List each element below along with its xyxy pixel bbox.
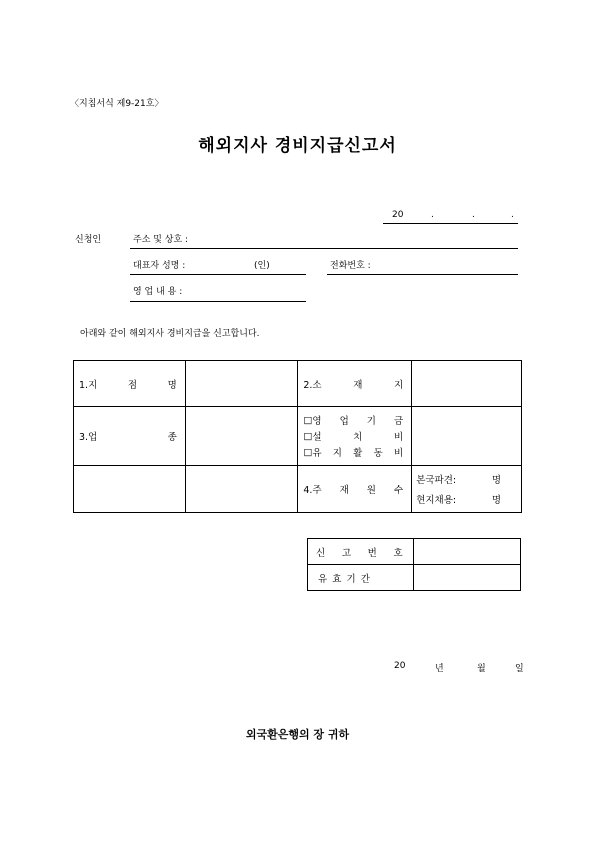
rep-name-field[interactable] — [130, 274, 306, 275]
staff-count-label — [298, 466, 412, 513]
validity-char-3: 기 — [346, 573, 356, 585]
address-label: 주소 및 상호 : — [133, 235, 189, 245]
check-setup-char-3: 비 — [394, 432, 404, 443]
check-maint-char-3: 활 — [353, 448, 363, 459]
validity-char-1: 유 — [318, 573, 328, 585]
date-bottom-day-unit: 일 — [515, 664, 524, 674]
staff-char-2: 재 — [339, 485, 349, 496]
report-num-char-1: 신 — [316, 547, 326, 559]
check-maint-char-5: 비 — [393, 448, 404, 459]
staff-char-1: 4.주 — [303, 485, 322, 496]
branch-char-2: 점 — [127, 379, 137, 391]
seal-mark: (인) — [254, 261, 270, 271]
expense-type-checks — [298, 407, 412, 466]
check-maintenance-cost[interactable] — [303, 445, 403, 459]
validity-field[interactable] — [413, 565, 520, 591]
date-bottom-year-unit: 년 — [435, 664, 444, 674]
check-setup-char-1: 설 — [312, 432, 322, 443]
rep-name-label: 대표자 성명 : — [133, 261, 186, 271]
form-code: 〈지침서식 제9-21호〉 — [70, 99, 164, 109]
date-top-dot2: . — [472, 210, 475, 220]
local-label: 현지채용: — [416, 495, 457, 506]
empty-cell-left-2 — [185, 466, 298, 513]
location-label — [298, 361, 412, 407]
declaration-text: 아래와 같이 해외지사 경비지급을 신고합니다. — [80, 329, 260, 339]
branch-name-label — [74, 361, 186, 407]
staff-char-4: 수 — [393, 485, 404, 496]
location-char-1: 2.소 — [303, 379, 322, 391]
check-maint-char-2: 지 — [332, 448, 342, 459]
dispatch-label: 본국파견: — [416, 475, 457, 486]
staff-char-3: 원 — [366, 485, 376, 496]
check-maint-char-4: 동 — [373, 448, 383, 459]
main-table — [73, 360, 522, 513]
expense-type-field[interactable] — [412, 407, 522, 466]
validity-char-4: 간 — [360, 573, 370, 585]
branch-name-field[interactable] — [185, 361, 298, 407]
applicant-label: 신청인 — [75, 235, 102, 245]
date-top-underline — [383, 223, 518, 224]
check-op-char-3: 기 — [366, 416, 376, 427]
phone-label: 전화번호 : — [330, 261, 371, 271]
check-maint-char-1: 유 — [312, 448, 322, 459]
date-top-year[interactable]: 20 — [392, 210, 404, 220]
dispatch-row[interactable] — [416, 472, 501, 486]
check-setup-cost[interactable] — [303, 429, 403, 443]
phone-field[interactable] — [327, 274, 518, 275]
check-op-char-4: 금 — [394, 416, 404, 427]
addressee: 외국환은행의 장 귀하 — [245, 728, 350, 741]
validity-label — [308, 565, 414, 591]
report-num-char-3: 번 — [367, 547, 377, 559]
validity-char-2: 효 — [332, 573, 342, 585]
location-char-3: 지 — [394, 379, 404, 391]
date-bottom-year[interactable]: 20 — [394, 661, 406, 671]
staff-count-field[interactable] — [412, 466, 522, 513]
check-op-char-1: 영 — [312, 416, 322, 427]
industry-char-2: 종 — [167, 432, 177, 443]
empty-cell-left — [74, 466, 186, 513]
local-unit: 명 — [491, 495, 501, 506]
branch-char-3: 명 — [167, 379, 177, 391]
industry-label — [74, 407, 186, 466]
business-field[interactable] — [130, 301, 306, 302]
checkbox-setup-cost[interactable]: □ — [303, 430, 313, 442]
branch-char-1: 1.지 — [79, 379, 98, 391]
page-title: 해외지사 경비지급신고서 — [198, 136, 397, 156]
report-table — [307, 538, 521, 591]
location-field[interactable] — [412, 361, 522, 407]
address-field[interactable] — [130, 248, 518, 249]
checkbox-maintenance-cost[interactable]: □ — [303, 446, 313, 458]
report-num-char-2: 고 — [341, 547, 352, 559]
date-top-dot3: . — [511, 210, 514, 220]
dispatch-unit: 명 — [491, 475, 501, 486]
location-char-2: 재 — [353, 379, 363, 391]
industry-char-1: 3.업 — [79, 432, 98, 443]
report-number-label — [308, 539, 414, 565]
report-num-char-4: 호 — [393, 547, 403, 559]
check-setup-char-2: 치 — [353, 432, 363, 443]
industry-field[interactable] — [185, 407, 298, 466]
check-operating-fund[interactable] — [303, 413, 403, 427]
report-number-field[interactable] — [413, 539, 520, 565]
date-bottom-month-unit: 월 — [477, 664, 486, 674]
date-top-dot1: . — [431, 210, 434, 220]
local-row[interactable] — [416, 492, 501, 506]
checkbox-operating-fund[interactable]: □ — [303, 414, 313, 426]
business-label: 영 업 내 용 : — [133, 287, 183, 297]
check-op-char-2: 업 — [339, 416, 349, 427]
